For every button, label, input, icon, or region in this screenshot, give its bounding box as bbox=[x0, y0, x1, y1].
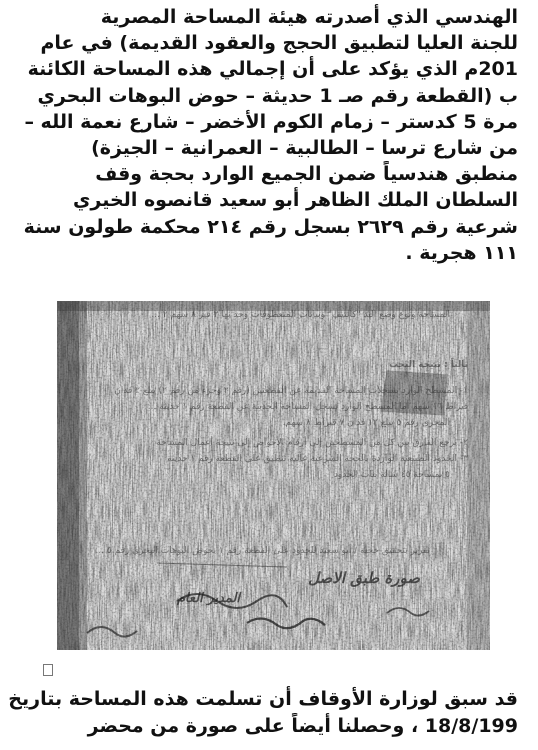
paragraph-marker-icon bbox=[43, 664, 53, 676]
bottom-paragraph bbox=[0, 686, 518, 740]
text-line: ١١١ هجرية . bbox=[405, 241, 518, 264]
text-line: للجنة العليا لتطبيق الحجج والعقود القديمة) في عام bbox=[40, 32, 518, 55]
scan-body-line: ٢- يرجع الفارق بين كل من المسطحين إلى أرقام الأحواض إلى نتيجة أعمال المساحة bbox=[156, 438, 468, 448]
text-line: من شارع ترسا – الطالبية – العمرانية – الجيزة) bbox=[91, 137, 518, 160]
scan-header-line: المساحة ونوع وضع اليد "كالتيف" وبيانات المتعطوفات وجد بها ٢ قير ٨ سهم ٢ ... bbox=[151, 310, 450, 320]
text-line: 201م الذي يؤكد على أن إجمالي هذه المساحة الكائنة bbox=[27, 58, 518, 81]
scan-body-line: ٥ بمساحة ٤٥ شالة بنات الحدود bbox=[333, 470, 450, 480]
text-line: الهندسي الذي أصدرته هيئة المساحة المصرية bbox=[100, 6, 518, 28]
text-line: السلطان الملك الظاهر أبو سعيد قانصوه الخيري bbox=[73, 189, 518, 212]
text-line: شرعية رقم ٢٦٢٩ بسجل رقم ٢١٤ محكمة طولون سنة bbox=[23, 215, 518, 238]
scan-body-line: المجرى رقم ٥ يبلغ ١٢ فدان ٧ قيراط ٨ سهم. bbox=[282, 418, 450, 428]
text-line: ب (القطعة رقم صـ 1 حديثة – حوض البوهات البحري bbox=[37, 84, 518, 107]
scan-body-line: ١- المسطح الوارد بسجلات المساحة القديمة عن القطعتين (رقم ٢ وجزء من رقم ٢) يبلغ ٢ فدان bbox=[114, 386, 468, 396]
top-paragraph bbox=[0, 4, 518, 266]
scan-handwriting: صورة طبق الاصل bbox=[308, 569, 420, 587]
scan-footer-line: تقرير بتحقيق حجية / أبو سعيد للحدود على القطعة رقم ١ بحوض البوهات البحري رقم ٥ ... bbox=[95, 546, 430, 556]
text-line: مرة 5 كدستر – زمام الكوم الأخضر – شارع نعمة الله – bbox=[24, 110, 518, 133]
text-line: 18/8/199 ، وحصلنا أيضاً على صورة من محضر bbox=[87, 715, 518, 737]
scan-body-line: ٣- الحدود الطبيعية الواردة بالحجة الشرعية عاليه تنطبق على القطعة رقم ١ حديثة bbox=[167, 454, 468, 464]
text-line: منطبق هندسياً ضمن الجميع الوارد بحجة وقف bbox=[95, 163, 518, 186]
scan-body-line: قيراط ١٦ سهم أما المسطح الوارد بسجل المساحة الحديثة عن القطعة رقم ١ حديثة ... bbox=[147, 402, 468, 412]
scanned-document-image bbox=[57, 301, 490, 650]
text-line: قد سبق لوزارة الأوقاف أن تسلمت هذه المساحة بتاريخ bbox=[8, 688, 518, 710]
scan-section-title: ثالثاً : نتيجة البحث bbox=[388, 360, 468, 370]
scan-handwriting: المدير العام bbox=[176, 591, 240, 606]
